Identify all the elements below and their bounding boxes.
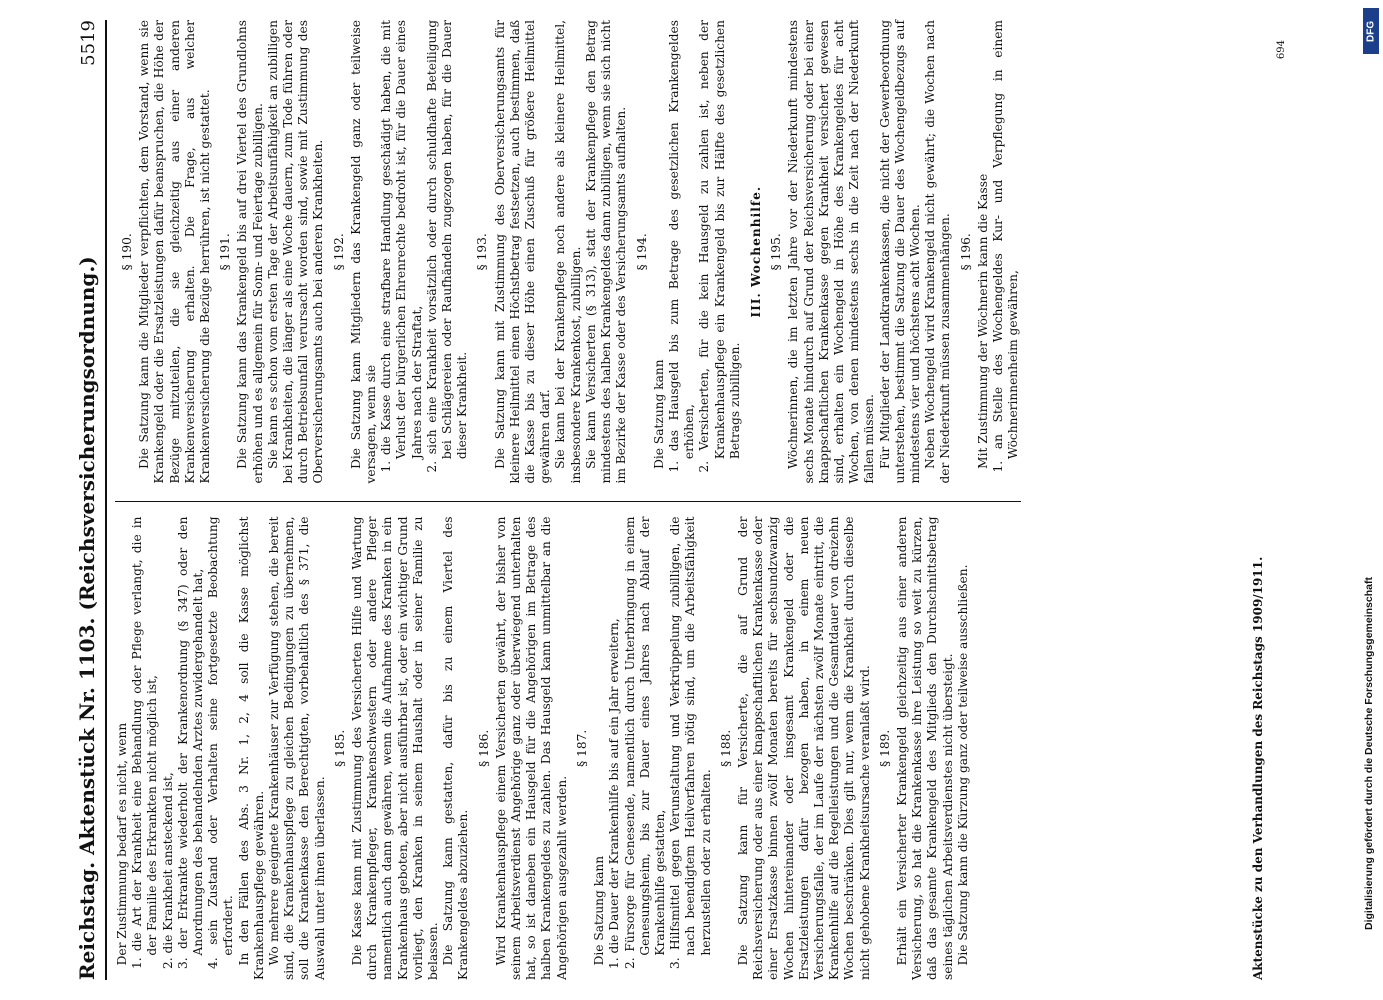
paragraph: Mit Zustimmung der Wöchnerin kann die Kasse <box>975 173 990 469</box>
section-heading: § 196. <box>958 233 973 271</box>
paragraph: Sie kann bei der Krankenpflege noch andere als kleinere Heilmittel, insbesondere Krankenkost, zubilligen. <box>553 20 583 484</box>
paragraph: Wöchnerinnen, die im letzten Jahre vor der Niederkunft mindestens sechs Monate hindurch auf Grund der Reichsversicherung oder bei einer knappschaftlichen Krankenkasse gegen Krankheit versichert gewesen sind, erhalten ein Wochengeld in Höhe des Krankengeldes für acht Wochen, von denen mindestens sechs in die Zeit nach der Niederkunft fallen müssen. <box>786 20 877 484</box>
page-header <box>75 20 99 980</box>
paragraph: Sie kann es schon vom ersten Tage der Arbeitsunfähigkeit an zubilligen bei Krankheiten, die länger als eine Woche dauern, zum Tode führen oder durch Betriebsunfall verursacht worden sind, sowie mit Zustimmung des Oberversicherungsamts auch bei anderen Krankheiten. <box>265 20 326 484</box>
rotated-page-content <box>55 0 1295 1000</box>
sheet-signature: 694 <box>1276 40 1287 60</box>
digitization-credit: Digitalisierung gefördert durch die Deutsche Forschungsgemeinschaft <box>1363 577 1375 930</box>
paragraph: Die Satzung kann Mitgliedern das Krankengeld ganz oder teilweise versagen, wenn sie <box>348 20 379 484</box>
list-item: 1. das Hausgeld bis zum Betrage des gesetzlichen Krankengeldes erhöhen, <box>666 20 697 473</box>
dfg-logo: DFG <box>1363 8 1379 54</box>
running-title: Reichstag. Aktenstück Nr. 1103. (Reichsversicherungsordnung.) <box>75 256 99 980</box>
page-number: 5519 <box>78 20 99 66</box>
list-item: 2. die Krankheit ansteckend ist, <box>160 772 175 970</box>
paragraph: Erhält ein Versicherter Krankengeld gleichzeitig aus einer anderen Versicherung, so hat die Krankenkasse ihre Leistung so weit zu kürzen, daß das gesamte Krankengeld des Mitglieds den Durchschnittsbetrag seines täglichen Arbeitsverdienstes nicht übersteigt. <box>894 516 955 980</box>
footer-note: Aktenstücke zu den Verhandlungen des Reichstags 1909/1911. <box>1251 556 1265 980</box>
right-column <box>115 20 1021 484</box>
section-heading: § 194. <box>634 233 649 271</box>
text-columns <box>115 20 1021 980</box>
paragraph: Die Kasse kann mit Zustimmung des Versicherten Hilfe und Wartung durch Krankenpfleger, Krankenschwestern oder andere Pfleger namentlich auch dann gewähren, wenn die Aufnahme des Kranken in ein Krankenhaus geboten, aber nicht ausführbar ist, oder ein wichtiger Grund vorliegt, den Kranken in seinem Haushalt oder in seiner Familie zu belassen. <box>350 516 441 980</box>
paragraph: Die Satzung kann das Krankengeld bis auf drei Viertel des Grundlohns erhöhen und es allgemein für Sonn- und Feiertage zubilligen. <box>235 20 265 484</box>
section-heading: § 193. <box>475 233 490 271</box>
paragraph: Wo mehrere geeignete Krankenhäuser zur Verfügung stehen, die bereit sind, die Krankenhauspflege zu gleichen Bedingungen zu übernehmen, soll die Krankenkasse den Berechtigten, vorbehaltlich des § 371, die Auswahl unter ihnen überlassen. <box>267 516 327 980</box>
section-heading: § 189. <box>877 729 892 767</box>
list-item: 1. die Art der Krankheit eine Behandlung oder Pflege verlangt, die in der Familie des Erkrankten nicht möglich ist, <box>130 516 160 970</box>
section-heading: § 195. <box>769 233 784 271</box>
list-item: 3. der Erkrankte wiederholt der Krankenordnung (§ 347) oder den Anordnungen des behandelnden Arztes zuwidergehandelt hat, <box>175 516 206 970</box>
section-heading: § 190. <box>120 233 134 271</box>
paragraph: Die Satzung kann mit Zustimmung des Oberversicherungsamts für kleinere Heilmittel einen Höchstbetrag festsetzen, auch bestimmen, daß die Kasse bis zu dieser Höhe einen Zuschuß für größere Heilmittel gewähren darf. <box>492 20 553 484</box>
list-item: 4. sein Zustand oder Verhalten seine fortgesetzte Beobachtung erfordert. <box>206 516 236 970</box>
list-item: 2. Versicherten, für die kein Hausgeld zu zahlen ist, neben der Krankenhauspflege ein Krankengeld bis zur Hälfte des gesetzlichen Betrags zubilligen. <box>697 20 742 473</box>
list-item: 2. sich eine Krankheit vorsätzlich oder durch schuldhafte Beteiligung bei Schlägereien oder Raufhändeln zugezogen haben, für die Dauer dieser Krankheit. <box>424 20 470 473</box>
paragraph: Für Mitglieder der Landkrankenkassen, die nicht der Gewerbeordnung unterstehen, bestimmt die Satzung die Dauer des Wochengeldbezugs auf mindestens vier und höchstens acht Wochen. <box>877 20 922 484</box>
section-heading: § 186. <box>476 729 491 767</box>
paragraph: In den Fällen des Abs. 3 Nr. 1, 2, 4 soll die Kasse möglichst Krankenhauspflege gewähren. <box>236 516 266 980</box>
paragraph: Sie kann Versicherten (§ 313), statt der Krankenpflege den Betrag mindestens des halben Krankengeldes dann zubilligen, wenn sie sich nicht im Bezirke der Kasse oder des Versicherungsamts aufhalten. <box>583 20 629 484</box>
section-heading: § 187. <box>574 729 589 767</box>
paragraph: Die Satzung kann <box>651 359 666 469</box>
list-item: 1. die Kasse durch eine strafbare Handlung geschädigt haben, die mit Verlust der bürgerlichen Ehrenrechte bedroht ist, für die Dauer eines Jahres nach der Straftat, <box>379 20 424 473</box>
section-heading: § 191. <box>218 233 233 271</box>
left-column <box>115 502 1021 981</box>
list-item: 1. an Stelle des Wochengeldes Kur- und Verpflegung in einem Wöchnerinnenheim gewähren, <box>990 20 1021 473</box>
section-heading: III. Wochenhilfe. <box>748 185 763 318</box>
paragraph: Die Satzung kann gestatten, dafür bis zu einem Viertel des Krankengeldes abzuziehen. <box>441 516 471 980</box>
paragraph: Neben Wochengeld wird Krankengeld nicht gewährt; die Wochen nach der Niederkunft müssen zusammenhängen. <box>923 20 953 484</box>
section-heading: § 185. <box>332 729 347 767</box>
paragraph: Der Zustimmung bedarf es nicht, wenn <box>115 722 129 966</box>
section-heading: § 188. <box>718 729 733 767</box>
paragraph: Wird Krankenhauspflege einem Versicherten gewährt, der bisher von seinem Arbeitsverdienst Angehörige ganz oder überwiegend unterhalten hat, so ist daneben ein Hausgeld für die Angehörigen im Betrage des halben Krankengeldes zu zahlen. Das Hausgeld kann unmittelbar an die Angehörigen ausgezahlt werden. <box>493 516 569 980</box>
paragraph: Die Satzung kann <box>592 855 607 966</box>
header-rule <box>105 20 107 980</box>
list-item: 1. die Dauer der Krankenhilfe bis auf ein Jahr erweitern, <box>607 618 622 970</box>
list-item: 2. Fürsorge für Genesende, namentlich durch Unterbringung in einem Genesungsheim, bis zur Dauer eines Jahres nach Ablauf der Krankenhilfe gestatten, <box>622 516 667 970</box>
paragraph: Die Satzung kann für Versicherte, die auf Grund der Reichsversicherung oder aus einer knappschaftlichen Krankenkasse oder einer Ersatzkasse binnen zwölf Monaten bereits für sechsundzwanzig Wochen hintereinander oder insgesamt Krankengeld oder die Ersatzleistungen dafür bezogen haben, in einem neuen Versicherungsfalle, der im Laufe der nächsten zwölf Monate eintritt, die Krankenhilfe auf die Regelleistungen und die Gesamtdauer von dreizehn Wochen beschränken. Dies gilt nur, wenn die Krankheit durch dieselbe nicht gehobene Krankheitsursache veranlaßt wird. <box>735 516 872 980</box>
section-heading: § 192. <box>331 233 346 271</box>
paragraph: Die Satzung kann die Kürzung ganz oder teilweise ausschließen. <box>955 564 970 966</box>
paragraph: Die Satzung kann die Mitglieder verpflichten, dem Vorstand, wenn sie Krankengeld oder die Ersatzleistungen dafür beanspruchen, die Höhe der Bezüge mitzuteilen, die sie gleichzeitig aus einer anderen Krankenversicherung erhalten. Die Frage, aus welcher Krankenversicherung die Bezüge herrühren, ist nicht gestattet. <box>137 20 213 484</box>
list-item: 3. Hilfsmittel gegen Verunstaltung und Verkrüppelung zubilligen, die nach beendigtem Heilverfahren nötig sind, um die Arbeitsfähigkeit herzustellen oder zu erhalten. <box>668 516 713 970</box>
